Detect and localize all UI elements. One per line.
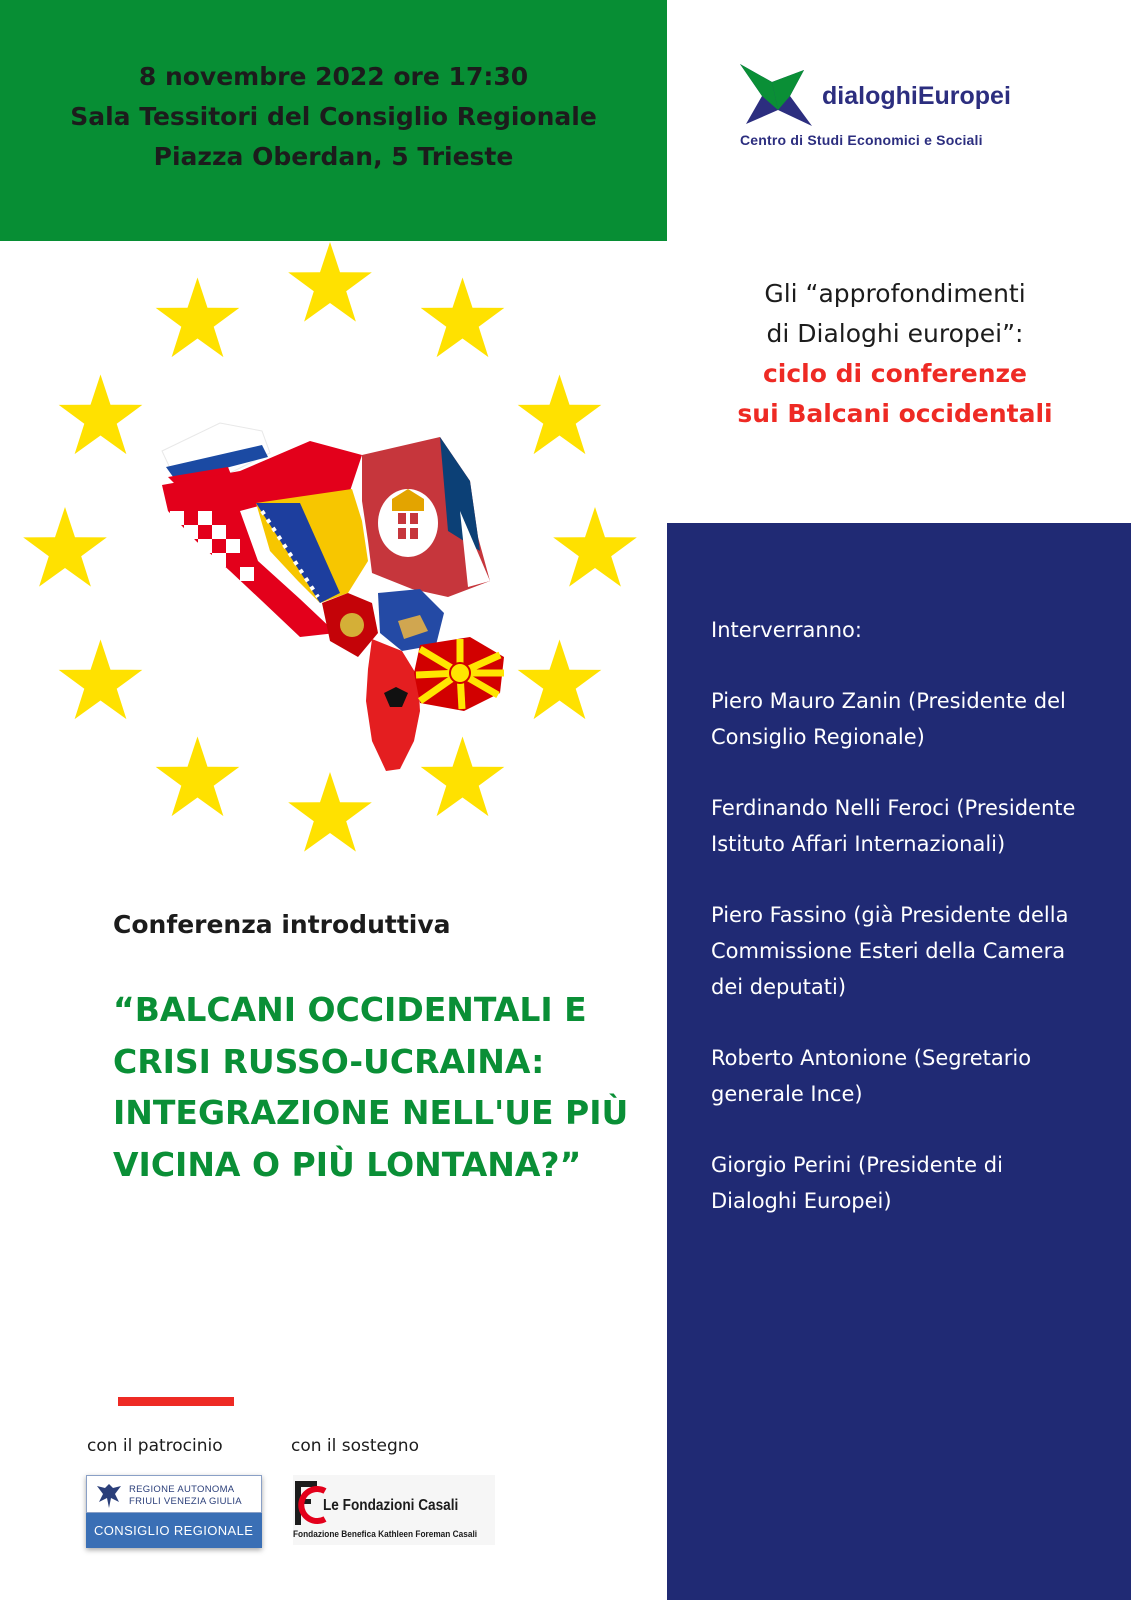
eu-star-icon [23,507,107,587]
red-divider [118,1397,234,1406]
fc-monogram-icon [293,1479,327,1527]
eu-star-icon [553,507,637,587]
region-name-line-1: REGIONE AUTONOMA [129,1484,235,1495]
region-logo-bottom: CONSIGLIO REGIONALE [86,1513,262,1548]
event-venue: Sala Tessitori del Consiglio Regionale [70,101,597,131]
patronage-label: con il patrocinio [87,1436,223,1456]
conference-intro-label: Conferenza introduttiva [113,910,451,939]
eu-star-icon [156,737,240,817]
event-info-block [0,0,667,241]
event-address: Piazza Oberdan, 5 Trieste [153,141,514,171]
fondazioni-casali-logo [293,1475,495,1545]
support-label: con il sostegno [291,1436,419,1456]
region-name-line-2: FRIULI VENEZIA GIULIA [129,1496,242,1507]
logo-subtitle: Centro di Studi Economici e Sociali [740,132,983,148]
series-highlight-1: ciclo di conferenze [762,359,1028,388]
conference-title: “BALCANI OCCIDENTALI E CRISI RUSSO-UCRAINA: INTEGRAZIONE NELL'UE PIÙ VICINA O PIÙ LONTANA?” [113,990,629,1184]
eu-star-icon [518,640,602,720]
series-line-1: Gli “approfondimenti [764,279,1026,308]
casali-subtitle: Fondazione Benefica Kathleen Foreman Casali [293,1529,478,1539]
eu-star-icon [59,640,143,720]
speakers-list [711,612,1091,1254]
speakers-heading: Interverranno: [711,618,862,642]
eu-star-icon [288,772,372,852]
eagle-icon [95,1480,123,1510]
casali-name: Le Fondazioni Casali [323,1497,459,1514]
eu-star-icon [518,375,602,455]
eu-star-icon [156,278,240,358]
eu-star-icon [421,737,505,817]
eu-stars-balkan-map-illustration [0,241,667,881]
series-line-2: di Dialoghi europei”: [766,319,1024,348]
speaker-item: Piero Fassino (già Presidente della Commissione Esteri della Camera dei deputati) [711,903,1069,999]
region-logo-top [86,1475,262,1513]
eu-star-icon [421,278,505,358]
speaker-item: Giorgio Perini (Presidente di Dialoghi Europei) [711,1153,1003,1213]
logo-name: dialoghiEuropei [822,82,1011,110]
series-heading [690,274,1100,434]
speaker-item: Ferdinando Nelli Feroci (Presidente Istituto Affari Internazionali) [711,796,1076,856]
event-date: 8 novembre 2022 ore 17:30 [138,61,529,91]
dialoghi-europei-star-icon [738,62,818,132]
eu-star-icon [59,375,143,455]
speaker-item: Piero Mauro Zanin (Presidente del Consiglio Regionale) [711,689,1066,749]
speaker-item: Roberto Antonione (Segretario generale Ince) [711,1046,1032,1106]
balkan-flags-map-icon [162,423,504,771]
eu-star-icon [288,242,372,322]
series-highlight-2: sui Balcani occidentali [737,399,1053,428]
regione-fvg-logo [86,1475,262,1548]
